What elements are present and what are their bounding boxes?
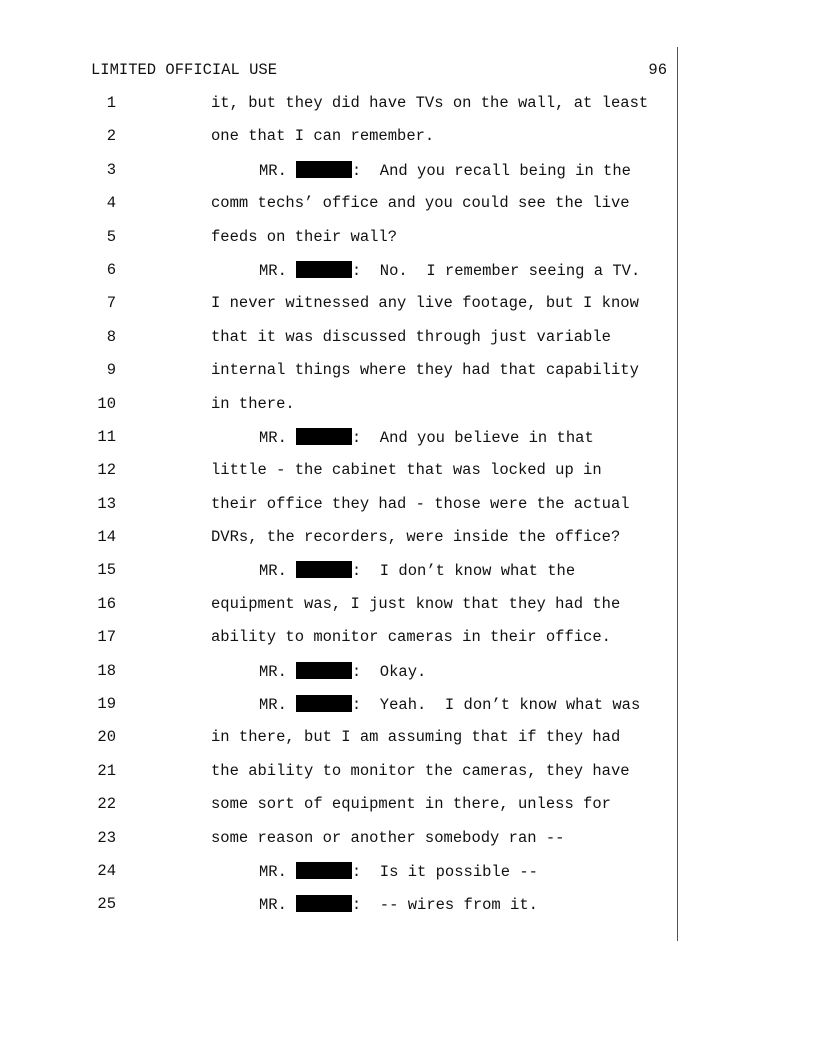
redaction-box bbox=[296, 695, 352, 712]
line-text: internal things where they had that capability bbox=[211, 361, 639, 380]
speaker-label: MR. bbox=[259, 862, 287, 881]
line-text: DVRs, the recorders, were inside the office? bbox=[211, 528, 621, 547]
speaker-label: MR. bbox=[259, 696, 287, 715]
line-number: 6 bbox=[106, 260, 116, 279]
line-text: MR. : Yeah. I don’t know what was bbox=[259, 696, 641, 715]
transcript-line bbox=[0, 695, 676, 728]
line-number: 8 bbox=[106, 327, 116, 346]
line-number: 4 bbox=[106, 194, 116, 213]
transcript-line bbox=[0, 762, 676, 795]
transcript-line bbox=[0, 561, 676, 594]
transcript-line bbox=[0, 94, 676, 127]
page-number: 96 bbox=[648, 61, 667, 79]
line-number: 18 bbox=[97, 661, 116, 680]
line-number: 12 bbox=[97, 461, 116, 480]
line-number: 13 bbox=[97, 494, 116, 513]
line-text: MR. : And you recall being in the bbox=[259, 161, 631, 180]
line-number: 15 bbox=[97, 561, 116, 580]
transcript-line bbox=[0, 127, 676, 160]
line-text: it, but they did have TVs on the wall, at least bbox=[211, 94, 649, 112]
transcript-line bbox=[0, 528, 676, 561]
transcript-line bbox=[0, 862, 676, 895]
line-text: the ability to monitor the cameras, they have bbox=[211, 761, 630, 780]
redaction-box bbox=[296, 862, 352, 879]
redaction-box bbox=[296, 895, 352, 912]
line-number: 19 bbox=[97, 695, 116, 714]
redaction-box bbox=[296, 261, 352, 278]
speaker-label: MR. bbox=[259, 662, 287, 681]
speaker-label: MR. bbox=[259, 161, 287, 180]
speaker-label: MR. bbox=[259, 261, 287, 280]
redaction-box bbox=[296, 561, 352, 578]
transcript-line bbox=[0, 194, 676, 227]
line-text: in there, but I am assuming that if they had bbox=[211, 728, 621, 747]
transcript-line bbox=[0, 795, 676, 828]
transcript-line bbox=[0, 628, 676, 661]
transcript-line bbox=[0, 161, 676, 194]
transcript-line bbox=[0, 662, 676, 695]
line-text: in there. bbox=[211, 394, 295, 413]
line-number: 23 bbox=[97, 828, 116, 847]
transcript-line bbox=[0, 895, 676, 928]
line-number: 21 bbox=[97, 761, 116, 780]
transcript-line bbox=[0, 395, 676, 428]
line-text: little - the cabinet that was locked up in bbox=[211, 461, 602, 480]
line-number: 22 bbox=[97, 795, 116, 814]
line-number: 16 bbox=[97, 594, 116, 613]
classification-header: LIMITED OFFICIAL USE bbox=[91, 61, 278, 79]
line-number: 9 bbox=[106, 361, 116, 380]
line-number: 17 bbox=[97, 628, 116, 647]
line-number: 7 bbox=[106, 294, 116, 313]
line-number: 3 bbox=[106, 160, 116, 179]
transcript-line bbox=[0, 461, 676, 494]
line-text: MR. : Okay. bbox=[259, 662, 427, 681]
line-text: MR. : And you believe in that bbox=[259, 428, 594, 447]
line-text: some sort of equipment in there, unless for bbox=[211, 795, 611, 814]
transcript-line bbox=[0, 261, 676, 294]
transcript-line bbox=[0, 428, 676, 461]
line-number: 10 bbox=[97, 394, 116, 413]
line-number: 5 bbox=[106, 227, 116, 246]
line-text: MR. : No. I remember seeing a TV. bbox=[259, 261, 641, 280]
transcript-line bbox=[0, 328, 676, 361]
speaker-label: MR. bbox=[259, 562, 287, 581]
transcript-line bbox=[0, 361, 676, 394]
line-number: 20 bbox=[97, 728, 116, 747]
speaker-label: MR. bbox=[259, 896, 287, 915]
transcript-line bbox=[0, 495, 676, 528]
line-text: their office they had - those were the actual bbox=[211, 494, 630, 513]
line-text: some reason or another somebody ran -- bbox=[211, 828, 565, 847]
line-number: 14 bbox=[97, 528, 116, 547]
transcript-line bbox=[0, 595, 676, 628]
line-text: ability to monitor cameras in their office. bbox=[211, 628, 611, 647]
line-text: equipment was, I just know that they had the bbox=[211, 594, 621, 613]
transcript-line bbox=[0, 728, 676, 761]
line-text: feeds on their wall? bbox=[211, 227, 398, 246]
line-text: MR. : I don’t know what the bbox=[259, 562, 576, 581]
line-number: 11 bbox=[97, 427, 116, 446]
transcript-lines bbox=[0, 94, 676, 929]
line-text: MR. : Is it possible -- bbox=[259, 862, 538, 881]
transcript-line bbox=[0, 228, 676, 261]
transcript-line bbox=[0, 829, 676, 862]
redaction-box bbox=[296, 662, 352, 679]
line-text: I never witnessed any live footage, but I know bbox=[211, 294, 639, 313]
line-number: 2 bbox=[106, 127, 116, 146]
line-text: that it was discussed through just variable bbox=[211, 327, 611, 346]
line-text: MR. : -- wires from it. bbox=[259, 896, 538, 915]
speaker-label: MR. bbox=[259, 428, 287, 447]
redaction-box bbox=[296, 428, 352, 445]
line-number: 1 bbox=[106, 94, 116, 112]
right-margin-rule bbox=[677, 47, 678, 941]
line-number: 24 bbox=[97, 861, 116, 880]
transcript-line bbox=[0, 294, 676, 327]
redaction-box bbox=[296, 161, 352, 178]
line-text: one that I can remember. bbox=[211, 127, 435, 146]
line-number: 25 bbox=[97, 895, 116, 914]
line-text: comm techs’ office and you could see the live bbox=[211, 194, 630, 213]
